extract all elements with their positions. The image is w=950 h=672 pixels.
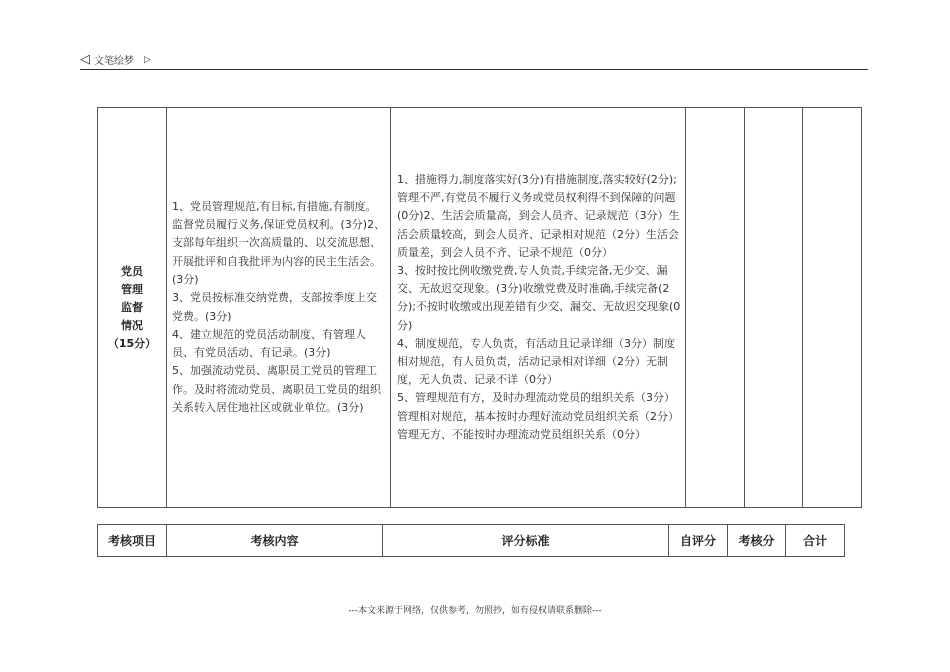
header-title: 文笔绘梦 (94, 56, 134, 67)
self-score-cell[interactable] (686, 108, 745, 508)
footer-disclaimer: ---本文来源于网络，仅供参考，勿照抄，如有侵权请联系删除--- (348, 606, 602, 616)
page-header (80, 52, 151, 67)
header-divider (80, 69, 868, 70)
header-row-table (97, 524, 845, 557)
assessment-table (97, 107, 862, 508)
criteria-cell: 1、措施得力,制度落实好(3分)有措施制度,落实较好(2分);管理不严,有党员不履行义务或党员权利得不到保障的问题(0分)2、生活会质量高，到会人员齐、记录规范（3分）生活会质量较高，到会人员齐、记录相对规范（2分）生活会质量差，到会人员不齐、记录不规范（0分） 3、按时按比例收缴党费,专人负责,手续完备,无少交、漏交、无故迟交现象。(3分)收缴党费及时准确,手续完备(2分);不按时收缴或出现差错有少交、漏交、无故迟交现象(0分) 4、制度规范，专人负责，有活动且记录详细（3分）制度相对规范，有人员负责，活动记录相对详细（2分）无制度，无人负责、记录不详（0分） 5、管理规范有方，及时办理流动党员的组织关系（3分）管理相对规范，基本按时办理好流动党员组织关系（2分）管理无方、不能按时办理流动党员组织关系（0分） (391, 108, 686, 508)
header-item: 考核项目 (98, 525, 167, 557)
triangle-left-icon: ◁ (80, 52, 90, 67)
table-row (98, 108, 862, 508)
content-cell: 1、党员管理规范,有目标,有措施,有制度。监督党员履行义务,保证党员权利。(3分)2、支部每年组织一次高质量的、以交流思想、开展批评和自我批评为内容的民主生活会。(3分) 3、党员按标准交纳党费，支部按季度上交党费。(3分) 4、建立规范的党员活动制度、有管理人员、有党员活动、有记录。(3分) 5、加强流动党员、离职员工党员的管理工作。及时将流动党员、离职员工党员的组织关系转入居住地社区或就业单位。(3分) (167, 108, 391, 508)
review-score-cell[interactable] (745, 108, 803, 508)
header-content: 考核内容 (167, 525, 383, 557)
header-self-score: 自评分 (669, 525, 728, 557)
header-review-score: 考核分 (728, 525, 786, 557)
header-total: 合计 (786, 525, 845, 557)
triangle-right-icon: ▷ (144, 54, 151, 65)
table-header-row (98, 525, 845, 557)
total-cell[interactable] (803, 108, 862, 508)
header-criteria: 评分标准 (383, 525, 669, 557)
category-cell: 党员 管理 监督 情况 （15分） (98, 108, 167, 508)
